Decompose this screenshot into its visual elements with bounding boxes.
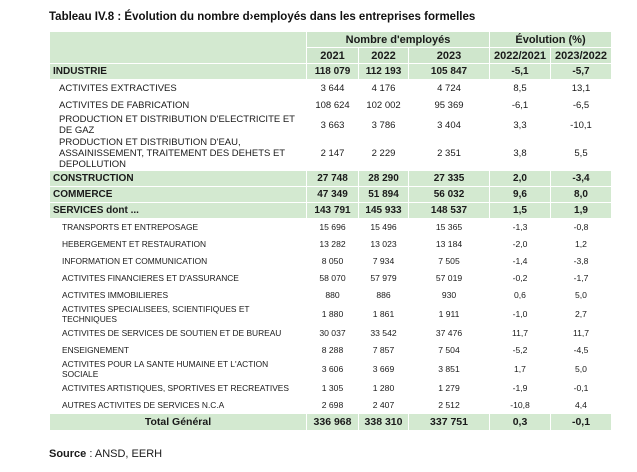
sector-row — [50, 64, 612, 80]
employees-2023-cell: 57 019 — [409, 270, 490, 287]
employees-2022-cell: 145 933 — [359, 203, 409, 219]
row-label: ACTIVITES EXTRACTIVES — [50, 80, 307, 97]
evolution-2022-2021-cell: -1,4 — [490, 253, 551, 270]
employees-2023-cell: 7 504 — [409, 342, 490, 359]
sector-row — [50, 203, 612, 219]
row-label: PRODUCTION ET DISTRIBUTION D'ELECTRICITE ET DE GAZ — [50, 114, 307, 137]
evolution-2022-2021-cell: -0,2 — [490, 270, 551, 287]
table-row — [50, 114, 612, 137]
row-label: TRANSPORTS ET ENTREPOSAGE — [50, 219, 307, 236]
table-row — [50, 80, 612, 97]
row-label: ENSEIGNEMENT — [50, 342, 307, 359]
header-evolution-group: Évolution (%) — [490, 32, 612, 48]
evolution-2023-2022-cell: -4,5 — [551, 342, 612, 359]
evolution-2022-2021-cell: -10,8 — [490, 397, 551, 414]
employees-2023-cell: 2 351 — [409, 137, 490, 171]
employees-2022-cell: 13 023 — [359, 236, 409, 253]
employees-2021-cell: 2 147 — [307, 137, 359, 171]
employees-2021-cell: 58 070 — [307, 270, 359, 287]
employees-2023-cell: 56 032 — [409, 187, 490, 203]
evolution-2022-2021-cell: -5,2 — [490, 342, 551, 359]
employees-2022-cell: 15 496 — [359, 219, 409, 236]
evolution-2023-2022-cell: 5,0 — [551, 287, 612, 304]
evolution-2023-2022-cell: 4,4 — [551, 397, 612, 414]
employees-2023-cell: 930 — [409, 287, 490, 304]
evolution-2023-2022-cell: -0,8 — [551, 219, 612, 236]
evolution-2023-2022-cell: 13,1 — [551, 80, 612, 97]
employees-2022-cell: 338 310 — [359, 414, 409, 431]
evolution-2022-2021-cell: 0,3 — [490, 414, 551, 431]
row-label: INDUSTRIE — [50, 64, 307, 80]
employees-2023-cell: 13 184 — [409, 236, 490, 253]
employees-2022-cell: 102 002 — [359, 97, 409, 114]
employees-2021-cell: 13 282 — [307, 236, 359, 253]
table-row — [50, 359, 612, 380]
employees-2021-cell: 30 037 — [307, 325, 359, 342]
table-row — [50, 97, 612, 114]
row-label: AUTRES ACTIVITES DE SERVICES N.C.A — [50, 397, 307, 414]
evolution-2022-2021-cell: 3,3 — [490, 114, 551, 137]
employees-2023-cell: 37 476 — [409, 325, 490, 342]
table-row — [50, 219, 612, 236]
evolution-2022-2021-cell: 3,8 — [490, 137, 551, 171]
row-label: CONSTRUCTION — [50, 171, 307, 187]
table-body — [50, 64, 612, 431]
employees-2023-cell: 3 851 — [409, 359, 490, 380]
employees-2023-cell: 2 512 — [409, 397, 490, 414]
employees-2022-cell: 4 176 — [359, 80, 409, 97]
employees-2022-cell: 3 669 — [359, 359, 409, 380]
evolution-2023-2022-cell: -0,1 — [551, 414, 612, 431]
header-year-2022: 2022 — [359, 48, 409, 64]
employees-2021-cell: 143 791 — [307, 203, 359, 219]
employees-2022-cell: 7 857 — [359, 342, 409, 359]
employees-2021-cell: 3 606 — [307, 359, 359, 380]
table-row — [50, 380, 612, 397]
evolution-2022-2021-cell: 0,6 — [490, 287, 551, 304]
employees-2022-cell: 7 934 — [359, 253, 409, 270]
header-evolution-2023-2022: 2023/2022 — [551, 48, 612, 64]
table-row — [50, 253, 612, 270]
evolution-2023-2022-cell: -0,1 — [551, 380, 612, 397]
employees-2023-cell: 337 751 — [409, 414, 490, 431]
sector-row — [50, 187, 612, 203]
header-group-row — [50, 32, 612, 48]
employees-2021-cell: 8 050 — [307, 253, 359, 270]
evolution-2022-2021-cell: -1,9 — [490, 380, 551, 397]
evolution-2023-2022-cell: -3,4 — [551, 171, 612, 187]
evolution-2023-2022-cell: 5,5 — [551, 137, 612, 171]
evolution-2022-2021-cell: 1,5 — [490, 203, 551, 219]
employees-2021-cell: 15 696 — [307, 219, 359, 236]
row-label: ACTIVITES FINANCIERES ET D'ASSURANCE — [50, 270, 307, 287]
employees-2021-cell: 3 663 — [307, 114, 359, 137]
employees-2021-cell: 336 968 — [307, 414, 359, 431]
evolution-2023-2022-cell: 5,0 — [551, 359, 612, 380]
employees-2023-cell: 1 911 — [409, 304, 490, 325]
evolution-2022-2021-cell: -6,1 — [490, 97, 551, 114]
evolution-2023-2022-cell: 8,0 — [551, 187, 612, 203]
employees-2023-cell: 15 365 — [409, 219, 490, 236]
employees-2021-cell: 118 079 — [307, 64, 359, 80]
evolution-2023-2022-cell: 2,7 — [551, 304, 612, 325]
table-row — [50, 236, 612, 253]
employees-2023-cell: 1 279 — [409, 380, 490, 397]
table-row — [50, 270, 612, 287]
evolution-2022-2021-cell: -5,1 — [490, 64, 551, 80]
employees-2023-cell: 3 404 — [409, 114, 490, 137]
employees-table — [49, 31, 612, 431]
table-row — [50, 325, 612, 342]
evolution-2022-2021-cell: 2,0 — [490, 171, 551, 187]
employees-2021-cell: 880 — [307, 287, 359, 304]
row-label: ACTIVITES SPECIALISEES, SCIENTIFIQUES ET TECHNIQUES — [50, 304, 307, 325]
row-label: ACTIVITES DE FABRICATION — [50, 97, 307, 114]
evolution-2023-2022-cell: -10,1 — [551, 114, 612, 137]
evolution-2022-2021-cell: 11,7 — [490, 325, 551, 342]
table-title: Tableau IV.8 : Évolution du nombre d›employés dans les entreprises formelles — [49, 11, 476, 23]
evolution-2022-2021-cell: -1,0 — [490, 304, 551, 325]
header-evolution-2022-2021: 2022/2021 — [490, 48, 551, 64]
source-text: : ANSD, EERH — [86, 448, 163, 460]
employees-2022-cell: 3 786 — [359, 114, 409, 137]
evolution-2022-2021-cell: -2,0 — [490, 236, 551, 253]
employees-2023-cell: 27 335 — [409, 171, 490, 187]
row-label: SERVICES dont ... — [50, 203, 307, 219]
evolution-2023-2022-cell: 11,7 — [551, 325, 612, 342]
employees-2021-cell: 108 624 — [307, 97, 359, 114]
employees-2022-cell: 112 193 — [359, 64, 409, 80]
evolution-2023-2022-cell: -1,7 — [551, 270, 612, 287]
evolution-2022-2021-cell: 1,7 — [490, 359, 551, 380]
row-label: ACTIVITES IMMOBILIERES — [50, 287, 307, 304]
employees-2022-cell: 57 979 — [359, 270, 409, 287]
employees-2023-cell: 105 847 — [409, 64, 490, 80]
row-label: ACTIVITES ARTISTIQUES, SPORTIVES ET RECREATIVES — [50, 380, 307, 397]
sector-row — [50, 171, 612, 187]
evolution-2022-2021-cell: 9,6 — [490, 187, 551, 203]
row-label: HEBERGEMENT ET RESTAURATION — [50, 236, 307, 253]
header-year-2023: 2023 — [409, 48, 490, 64]
employees-2022-cell: 2 229 — [359, 137, 409, 171]
row-label: ACTIVITES POUR LA SANTE HUMAINE ET L'ACTION SOCIALE — [50, 359, 307, 380]
employees-2023-cell: 148 537 — [409, 203, 490, 219]
source-note — [49, 448, 162, 460]
evolution-2023-2022-cell: -5,7 — [551, 64, 612, 80]
employees-2021-cell: 27 748 — [307, 171, 359, 187]
employees-2021-cell: 2 698 — [307, 397, 359, 414]
source-label: Source — [49, 448, 87, 460]
evolution-2023-2022-cell: -6,5 — [551, 97, 612, 114]
row-label: Total Général — [50, 414, 307, 431]
evolution-2022-2021-cell: -1,3 — [490, 219, 551, 236]
employees-2022-cell: 1 280 — [359, 380, 409, 397]
header-employees-group: Nombre d'employés — [307, 32, 490, 48]
evolution-2023-2022-cell: 1,2 — [551, 236, 612, 253]
row-label: COMMERCE — [50, 187, 307, 203]
employees-2021-cell: 8 288 — [307, 342, 359, 359]
table-row — [50, 137, 612, 171]
row-label: ACTIVITES DE SERVICES DE SOUTIEN ET DE BUREAU — [50, 325, 307, 342]
employees-2021-cell: 1 305 — [307, 380, 359, 397]
employees-2023-cell: 4 724 — [409, 80, 490, 97]
header-blank-cell — [50, 32, 307, 64]
table-row — [50, 287, 612, 304]
total-row — [50, 414, 612, 431]
employees-2021-cell: 3 644 — [307, 80, 359, 97]
employees-2022-cell: 886 — [359, 287, 409, 304]
employees-2022-cell: 1 861 — [359, 304, 409, 325]
table-row — [50, 397, 612, 414]
employees-2022-cell: 28 290 — [359, 171, 409, 187]
header-year-2021: 2021 — [307, 48, 359, 64]
row-label: INFORMATION ET COMMUNICATION — [50, 253, 307, 270]
employees-2023-cell: 95 369 — [409, 97, 490, 114]
employees-2021-cell: 47 349 — [307, 187, 359, 203]
table-row — [50, 304, 612, 325]
table-row — [50, 342, 612, 359]
row-label: PRODUCTION ET DISTRIBUTION D'EAU, ASSAINISSEMENT, TRAITEMENT DES DEHETS ET DEPOLLUTION — [50, 137, 307, 171]
evolution-2022-2021-cell: 8,5 — [490, 80, 551, 97]
employees-2022-cell: 2 407 — [359, 397, 409, 414]
employees-2021-cell: 1 880 — [307, 304, 359, 325]
evolution-2023-2022-cell: 1,9 — [551, 203, 612, 219]
employees-2023-cell: 7 505 — [409, 253, 490, 270]
employees-2022-cell: 51 894 — [359, 187, 409, 203]
employees-2022-cell: 33 542 — [359, 325, 409, 342]
evolution-2023-2022-cell: -3,8 — [551, 253, 612, 270]
